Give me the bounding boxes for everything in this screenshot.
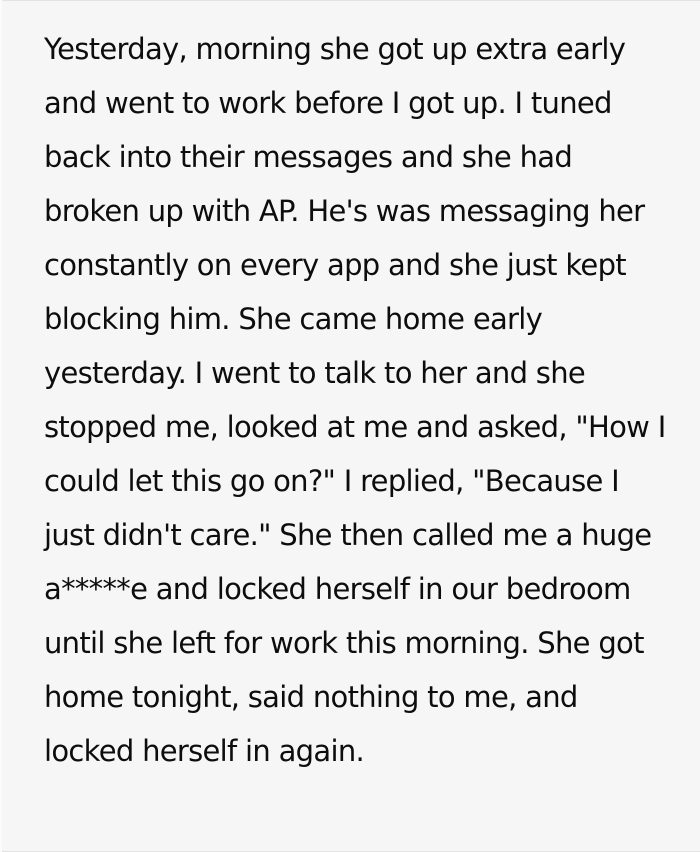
top-edge-divider (2, 0, 700, 1)
story-paragraph: Yesterday, morning she got up extra early and went to work before I got up. I tuned back into their messages and she had broken up with AP. He's was messaging her constantly on every app and she just kept blocking him. She came home early yesterday. I went to talk to her and she stopped me, looked at me and asked, "How I could let this go on?" I replied, "Because I just didn't care." She then called me a huge a*****e and locked herself in our bedroom until she left for work this morning. She got home tonight, said nothing to me, and locked herself in again. (44, 32, 666, 768)
